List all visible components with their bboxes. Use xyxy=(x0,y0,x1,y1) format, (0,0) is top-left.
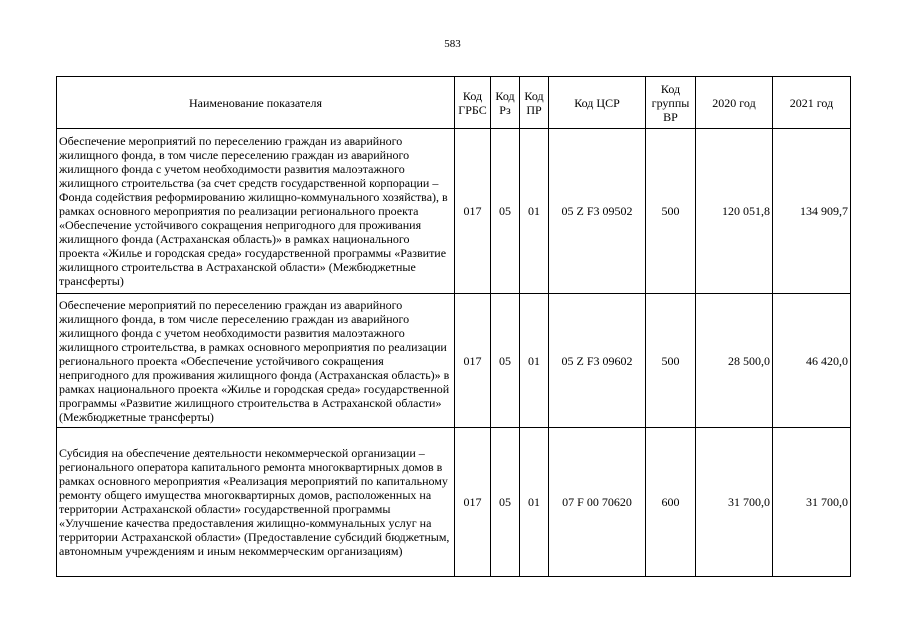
cell-2020: 28 500,0 xyxy=(696,294,773,428)
cell-2020: 31 700,0 xyxy=(696,428,773,577)
cell-grbs: 017 xyxy=(455,129,491,294)
cell-vr: 500 xyxy=(646,129,696,294)
cell-csr: 05 Z F3 09602 xyxy=(549,294,646,428)
cell-vr: 500 xyxy=(646,294,696,428)
cell-grbs: 017 xyxy=(455,428,491,577)
table-row xyxy=(57,428,851,577)
cell-csr: 05 Z F3 09502 xyxy=(549,129,646,294)
header-csr: Код ЦСР xyxy=(549,77,646,129)
cell-name: Обеспечение мероприятий по переселению граждан из аварийного жилищного фонда, в том числе переселению граждан из аварийного жилищного фонда с учетом необходимости развития малоэтажного жилищного строительства, в рамках основного мероприятия по реализации регионального проекта «Обеспечение устойчивого сокращения непригодного для проживания жилищного фонда (Астраханская область)» в рамках национального проекта «Жилье и городская среда» государственной программы «Развитие жилищного строительства в Астраханской области» (Межбюджетные трансферты) xyxy=(57,294,455,428)
table-header-row xyxy=(57,77,851,129)
cell-rz: 05 xyxy=(491,428,520,577)
header-grbs: Код ГРБС xyxy=(455,77,491,129)
cell-2021: 46 420,0 xyxy=(773,294,851,428)
cell-2021: 31 700,0 xyxy=(773,428,851,577)
header-name: Наименование показателя xyxy=(57,77,455,129)
cell-grbs: 017 xyxy=(455,294,491,428)
cell-name: Субсидия на обеспечение деятельности некоммерческой организации – регионального оператора капитального ремонта многоквартирных домов в рамках основного мероприятия «Реализация мероприятий по капитальному ремонту общего имущества многоквартирных домов, расположенных на территории Астраханской области» государственной программы «Улучшение качества предоставления жилищно-коммунальных услуг на территории Астраханской области» (Предоставление субсидий бюджетным, автономным учреждениям и иным некоммерческим организациям) xyxy=(57,428,455,577)
budget-table xyxy=(56,76,851,577)
cell-pr: 01 xyxy=(520,428,549,577)
cell-rz: 05 xyxy=(491,294,520,428)
cell-pr: 01 xyxy=(520,129,549,294)
cell-2020: 120 051,8 xyxy=(696,129,773,294)
cell-rz: 05 xyxy=(491,129,520,294)
header-vr: Код группы ВР xyxy=(646,77,696,129)
cell-csr: 07 F 00 70620 xyxy=(549,428,646,577)
header-rz: Код Рз xyxy=(491,77,520,129)
table-row xyxy=(57,294,851,428)
cell-vr: 600 xyxy=(646,428,696,577)
cell-name: Обеспечение мероприятий по переселению граждан из аварийного жилищного фонда, в том числе переселению граждан из аварийного жилищного фонда с учетом необходимости развития малоэтажного жилищного строительства (за счет средств государственной корпорации – Фонда содействия реформированию жилищно-коммунального хозяйства), в рамках основного мероприятия по реализации регионального проекта «Обеспечение устойчивого сокращения непригодного для проживания жилищного фонда (Астраханская область)» в рамках национального проекта «Жилье и городская среда» государственной программы «Развитие жилищного строительства в Астраханской области» (Межбюджетные трансферты) xyxy=(57,129,455,294)
cell-2021: 134 909,7 xyxy=(773,129,851,294)
header-2020: 2020 год xyxy=(696,77,773,129)
table-row xyxy=(57,129,851,294)
header-pr: Код ПР xyxy=(520,77,549,129)
page-number: 583 xyxy=(444,38,461,50)
cell-pr: 01 xyxy=(520,294,549,428)
header-2021: 2021 год xyxy=(773,77,851,129)
